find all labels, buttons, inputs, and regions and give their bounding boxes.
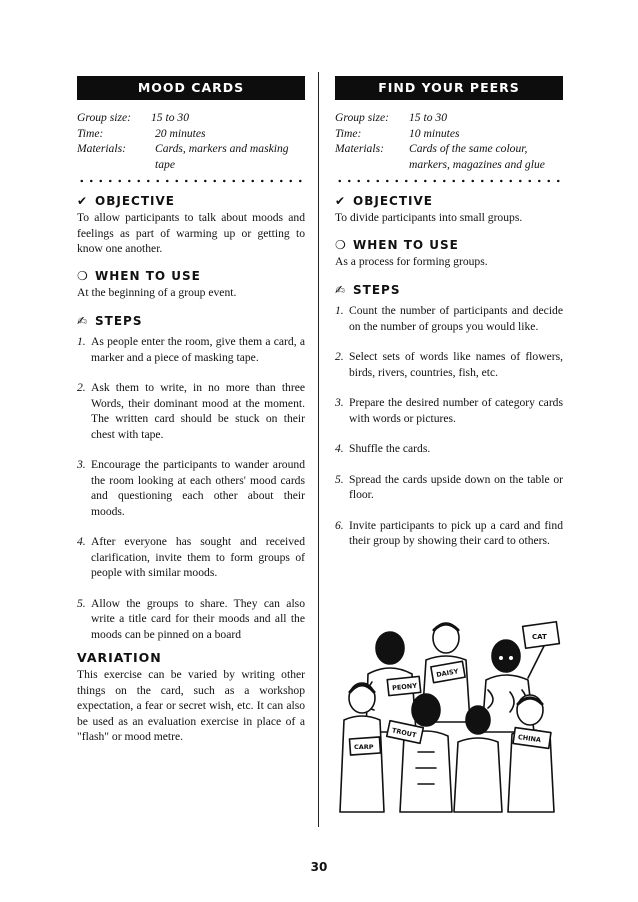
step-number: 1. <box>335 304 344 317</box>
objective-text: To allow participants to talk about moods and feelings as part of warming up or getting to know one another. <box>77 211 305 255</box>
circle-icon: ❍ <box>77 268 89 283</box>
card-label: DAISY <box>435 667 459 680</box>
list-item <box>77 334 305 365</box>
mood-cards-meta <box>77 110 305 172</box>
meta-key: Group size: <box>335 111 389 124</box>
step-number: 4. <box>335 442 344 455</box>
list-item <box>77 596 305 643</box>
step-text: Spread the cards upside down on the table or floor. <box>349 472 563 501</box>
column-divider <box>318 72 319 827</box>
card-label: CAT <box>532 633 547 641</box>
card-cat <box>523 622 560 649</box>
writing-hand-icon: ✍ <box>335 283 347 297</box>
card-trout <box>387 721 424 744</box>
steps-heading-label: STEPS <box>353 283 401 297</box>
step-number: 2. <box>335 350 344 363</box>
find-your-peers-meta <box>335 110 563 172</box>
meta-row <box>77 110 305 126</box>
circle-icon: ❍ <box>335 237 347 252</box>
checkmark-icon: ✔ <box>77 194 89 208</box>
card-label: CARP <box>354 743 374 751</box>
steps-heading-label: STEPS <box>95 314 143 328</box>
card-carp <box>349 737 380 755</box>
step-text: As people enter the room, give them a card, a marker and a piece of masking tape. <box>91 335 305 364</box>
when-to-use-heading <box>77 269 305 283</box>
step-text: Prepare the desired number of category cards with words or pictures. <box>349 396 563 425</box>
list-item <box>335 441 563 457</box>
meta-key: Time: <box>335 126 362 140</box>
list-item <box>335 472 563 503</box>
steps-list <box>335 303 563 549</box>
steps-heading <box>335 283 563 297</box>
find-your-peers-title: FIND YOUR PEERS <box>335 76 563 100</box>
step-number: 3. <box>335 396 344 409</box>
meta-value: 15 to 30 <box>409 111 448 124</box>
list-item <box>335 349 563 380</box>
meta-row <box>335 110 563 126</box>
step-text: Invite participants to pick up a card and find their group by showing their card to others. <box>349 518 563 547</box>
steps-list <box>77 334 305 642</box>
step-text: Shuffle the cards. <box>349 442 431 455</box>
meta-key: Materials: <box>335 142 384 155</box>
card-label: PEONY <box>391 681 418 693</box>
meta-value: Cards of the same colour, <box>409 142 528 155</box>
meta-value: 10 minutes <box>409 126 460 140</box>
step-text: Ask them to write, in no more than three Words, their dominant mood at the moment. The written card should be stuck on their chest with tape. <box>91 381 305 441</box>
when-to-use-heading <box>335 238 563 252</box>
objective-heading <box>335 194 563 208</box>
when-to-use-text: At the beginning of a group event. <box>77 285 237 299</box>
checkmark-icon: ✔ <box>335 194 347 208</box>
list-item <box>335 518 563 549</box>
meta-key: Materials: <box>77 142 126 155</box>
list-item <box>77 534 305 581</box>
list-item <box>335 395 563 426</box>
step-text: Encourage the participants to wander around the room looking at each others' mood cards and questioning each other about their moods. <box>91 458 305 518</box>
list-item <box>77 380 305 442</box>
meta-row <box>77 141 305 172</box>
variation-heading: VARIATION <box>77 650 162 665</box>
meta-row <box>335 157 563 173</box>
dotted-divider <box>335 178 563 184</box>
meta-value: markers, magazines and glue <box>409 157 545 171</box>
objective-heading-label: OBJECTIVE <box>353 194 433 208</box>
find-your-peers-column <box>335 76 563 564</box>
card-label: CHINA <box>517 733 542 745</box>
meta-key: Group size: <box>77 111 131 124</box>
meta-row <box>335 141 563 157</box>
people-with-cards-illustration <box>338 612 564 822</box>
variation-text: This exercise can be varied by writing other things on the card, such as a workshop expectation, a fear or secret wish, etc. It can also be used as an evaluation exercise in place of a "flash" or mood metre. <box>77 668 305 743</box>
step-number: 3. <box>77 458 86 471</box>
step-text: Select sets of words like names of flowers, birds, rivers, countries, fish, etc. <box>349 350 563 379</box>
mood-cards-column <box>77 76 305 745</box>
writing-hand-icon: ✍ <box>77 314 89 328</box>
when-to-use-label: WHEN TO USE <box>95 268 201 283</box>
step-text: Allow the groups to share. They can also write a title card for their moods and all the moods can be pinned on a board <box>91 596 305 641</box>
list-item <box>335 303 563 334</box>
step-number: 2. <box>77 381 86 394</box>
step-number: 6. <box>335 518 344 532</box>
step-text: Count the number of participants and decide on the number of groups you would like. <box>349 304 563 333</box>
card-peony <box>387 676 420 695</box>
step-number: 5. <box>77 596 86 610</box>
meta-row <box>77 126 305 142</box>
step-number: 5. <box>335 472 344 486</box>
page-number: 30 <box>310 860 328 874</box>
step-number: 1. <box>77 335 86 348</box>
card-label: TROUT <box>391 726 418 740</box>
step-text: After everyone has sought and received clarification, invite them to form groups of people with similar moods. <box>91 535 305 579</box>
mood-cards-title: MOOD CARDS <box>77 76 305 100</box>
meta-value: 20 minutes <box>155 126 206 140</box>
list-item <box>77 457 305 519</box>
objective-heading <box>77 194 305 208</box>
meta-key <box>335 157 409 173</box>
meta-key: Time: <box>77 126 104 140</box>
objective-text: To divide participants into small groups. <box>335 211 523 224</box>
when-to-use-text: As a process for forming groups. <box>335 254 488 268</box>
dotted-divider <box>77 178 305 184</box>
meta-value: Cards, markers and masking tape <box>155 142 289 171</box>
steps-heading <box>77 314 305 328</box>
meta-value: 15 to 30 <box>151 111 190 124</box>
step-number: 4. <box>77 535 86 548</box>
objective-heading-label: OBJECTIVE <box>95 194 175 208</box>
meta-row <box>335 126 563 142</box>
when-to-use-label: WHEN TO USE <box>353 237 459 252</box>
